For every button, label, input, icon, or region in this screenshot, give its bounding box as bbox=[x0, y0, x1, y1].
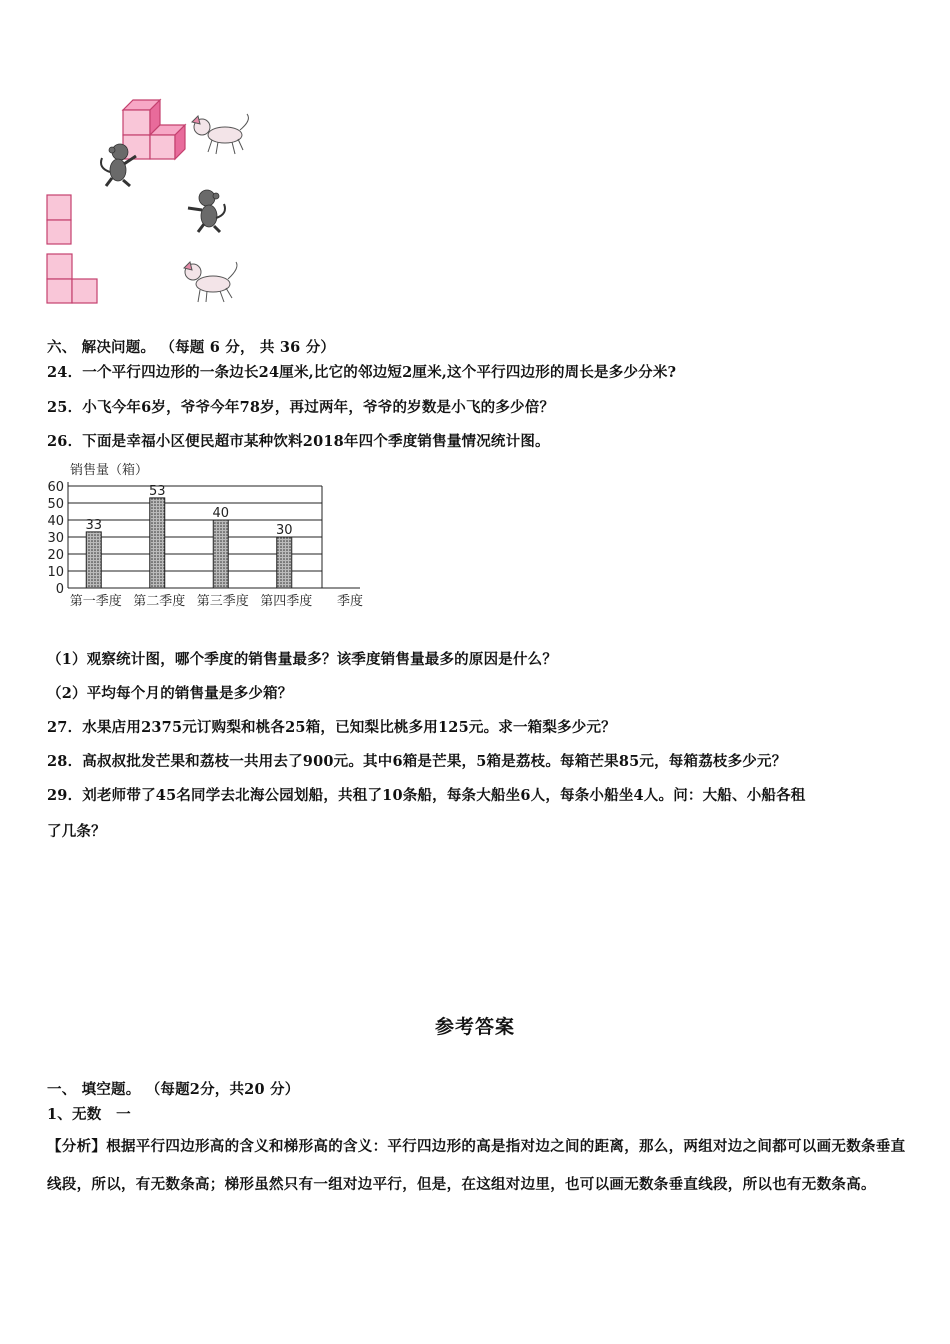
y-tick-label: 50 bbox=[47, 497, 64, 512]
bar bbox=[86, 532, 101, 588]
bar bbox=[150, 498, 165, 588]
answer-analysis: 【分析】根据平行四边形高的含义和梯形高的含义：平行四边形的高是指对边之间的距离，那么，两组对边之间都可以画无数条垂直线段，所以，有无数条高；梯形虽然只有一组对边平行，但是，在这组对边里，也可以画无数条垂直线段，所以也有无数条高。 bbox=[47, 1138, 906, 1193]
bar bbox=[277, 537, 292, 588]
bar bbox=[213, 520, 228, 588]
bar-value-label: 53 bbox=[148, 483, 166, 499]
y-tick-label: 20 bbox=[47, 548, 64, 563]
view-l-shape bbox=[47, 254, 97, 303]
answers-section-1: 一、 填空题。 （每题2分，共20 分） bbox=[47, 1081, 300, 1098]
bar-value-label: 40 bbox=[212, 506, 230, 521]
answers-title: 参考答案 bbox=[434, 1016, 515, 1038]
y-tick-label: 60 bbox=[47, 480, 64, 495]
y-axis-label: 销售量（箱） bbox=[70, 463, 149, 478]
bar-value-label: 30 bbox=[275, 523, 293, 538]
bar-value-label: 33 bbox=[85, 517, 103, 533]
x-tick-label: 第四季度 bbox=[260, 594, 313, 609]
x-axis-label: 季度 bbox=[336, 594, 364, 609]
question-26: 26．下面是幸福小区便民超市某种饮料2018年四个季度销售量情况统计图。 bbox=[47, 433, 550, 450]
sales-bar-chart bbox=[40, 456, 380, 612]
section-heading: 六、 解决问题。 （每题 6 分， 共 36 分） bbox=[47, 339, 336, 356]
dog-icon bbox=[192, 114, 248, 154]
question-29-line1: 29．刘老师带了45名同学去北海公园划船，共租了10条船，每条大船坐6人，每条小船坐4人。问：大船、小船各租 bbox=[47, 787, 806, 804]
dog-icon bbox=[184, 262, 237, 302]
question-27: 27．水果店用2375元订购梨和桃各25箱，已知梨比桃多用125元。求一箱梨多少元？ bbox=[47, 719, 616, 736]
question-26-1: （1）观察统计图，哪个季度的销售量最多？该季度销售量最多的原因是什么？ bbox=[47, 651, 558, 668]
question-28: 28．高叔叔批发芒果和荔枝一共用去了900元。其中6箱是芒果，5箱是荔枝。每箱芒果85元，每箱荔枝多少元？ bbox=[47, 753, 787, 770]
x-tick-label: 第三季度 bbox=[196, 594, 249, 609]
y-tick-label: 0 bbox=[55, 582, 64, 597]
question-29-line2: 了几条？ bbox=[47, 823, 106, 840]
y-tick-label: 10 bbox=[47, 565, 64, 580]
y-tick-label: 40 bbox=[47, 514, 64, 529]
question-24: 24．一个平行四边形的一条边长24厘米,比它的邻边短2厘米,这个平行四边形的周长是多少分米? bbox=[47, 364, 677, 381]
answer-1: 1、无数 一 bbox=[47, 1106, 131, 1123]
cube-view-figure bbox=[40, 92, 270, 310]
x-tick-label: 第二季度 bbox=[133, 594, 186, 609]
monkey-icon bbox=[188, 190, 225, 232]
y-tick-label: 30 bbox=[47, 531, 64, 546]
question-25: 25．小飞今年6岁，爷爷今年78岁，再过两年，爷爷的岁数是小飞的多少倍？ bbox=[47, 399, 555, 416]
view-two-squares bbox=[47, 195, 71, 244]
x-tick-label: 第一季度 bbox=[69, 594, 122, 609]
cube-stack bbox=[123, 100, 185, 159]
question-26-2: （2）平均每个月的销售量是多少箱？ bbox=[47, 685, 293, 702]
